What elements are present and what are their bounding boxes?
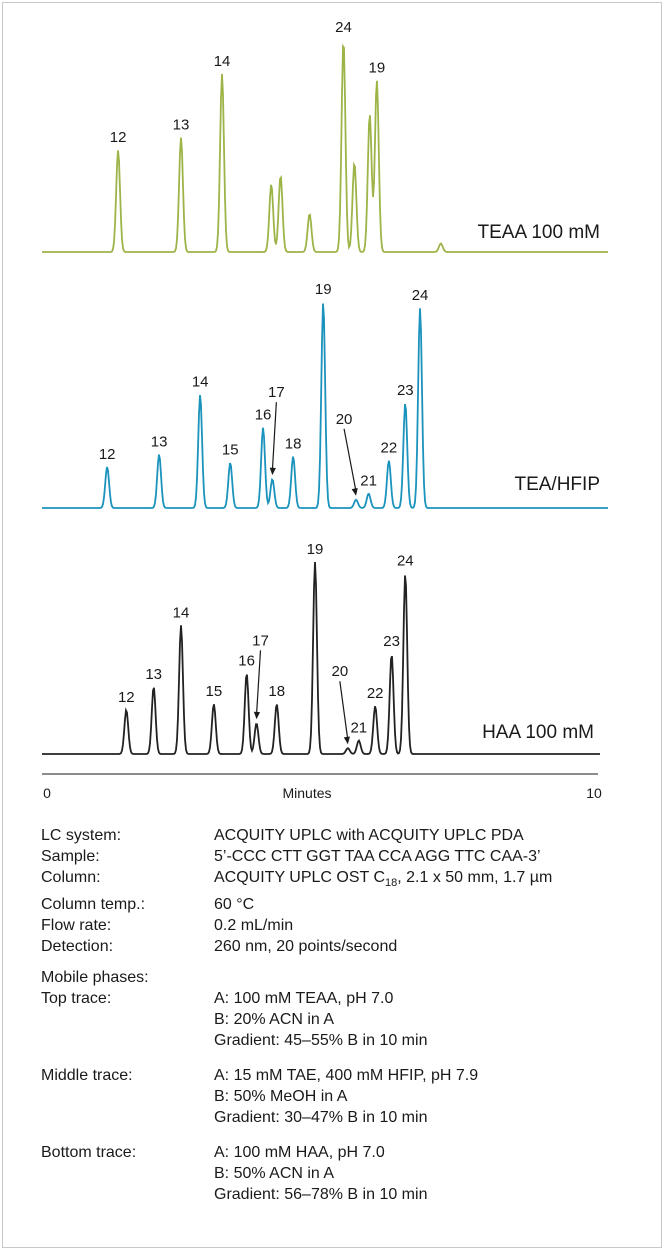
- x-tick-label-0: 0: [43, 785, 51, 801]
- trace-name-label: TEAA 100 mM: [477, 222, 600, 243]
- peak-label-12: 12: [117, 688, 135, 706]
- trace-values: [214, 1065, 641, 1128]
- condition-row-lc-system: [41, 825, 641, 846]
- peak-label-14: 14: [213, 52, 231, 70]
- peak-label-15: 15: [205, 683, 223, 701]
- condition-label: Column temp.:: [41, 896, 146, 914]
- trace-line: A: 100 mM TEAA, pH 7.0: [214, 990, 394, 1008]
- trace-line: Gradient: 56–78% B in 10 min: [214, 1186, 428, 1204]
- peak-label-23: 23: [396, 381, 414, 399]
- trace-line: Gradient: 45–55% B in 10 min: [214, 1032, 428, 1050]
- peak-label-20: 20: [335, 410, 353, 428]
- trace-line: B: 50% MeOH in A: [214, 1088, 348, 1106]
- trace-name-label: HAA 100 mM: [482, 722, 594, 743]
- peak-arrow-line: [340, 681, 348, 740]
- peak-label-17: 17: [252, 632, 269, 650]
- condition-row-column-temp: [41, 894, 641, 915]
- peak-label-17: 17: [268, 384, 285, 402]
- peak-label-14: 14: [172, 604, 190, 622]
- condition-label: Sample:: [41, 848, 100, 865]
- peak-arrow-head: [344, 737, 350, 745]
- peak-label-20: 20: [331, 663, 349, 681]
- condition-label: LC system:: [41, 827, 122, 844]
- peak-label-18: 18: [284, 435, 302, 453]
- trace-values: [214, 988, 641, 1051]
- x-tick-label-10: 10: [586, 785, 602, 801]
- trace-name-label: TEA/HFIP: [514, 474, 600, 495]
- peak-label-14: 14: [191, 373, 209, 391]
- trace-line: A: 15 mM TAE, 400 mM HFIP, pH 7.9: [214, 1067, 479, 1085]
- trace-label: Bottom trace:: [41, 1144, 137, 1162]
- trace-line: B: 20% ACN in A: [214, 1011, 335, 1029]
- peak-arrow-head: [254, 712, 260, 720]
- peak-label-15: 15: [221, 441, 239, 459]
- trace-line: B: 50% ACN in A: [214, 1165, 335, 1183]
- peak-arrow-line: [257, 650, 261, 715]
- peak-label-21: 21: [350, 719, 368, 737]
- peak-label-16: 16: [254, 406, 272, 424]
- peak-label-16: 16: [238, 652, 255, 670]
- peak-label-19: 19: [368, 59, 386, 77]
- column-dimensions: , 2.1 x 50 mm, 1.7 µm: [397, 869, 553, 886]
- trace-label: Middle trace:: [41, 1067, 133, 1085]
- peak-label-22: 22: [380, 439, 398, 457]
- conditions-panel: [41, 825, 641, 1205]
- condition-row-sample: [41, 846, 641, 867]
- mobile-phases-heading: [41, 967, 641, 988]
- peak-label-13: 13: [145, 665, 163, 683]
- peak-arrow-line: [272, 402, 276, 471]
- column-name: ACQUITY UPLC OST C: [214, 869, 385, 886]
- peak-label-12: 12: [98, 445, 116, 463]
- trace-values: [214, 1142, 641, 1205]
- peak-label-21: 21: [360, 472, 377, 490]
- peak-label-13: 13: [150, 433, 168, 451]
- condition-value: ACQUITY UPLC with ACQUITY UPLC PDA: [214, 827, 524, 844]
- bottom-trace-conditions: [41, 1142, 641, 1205]
- condition-value: 260 nm, 20 points/second: [214, 938, 398, 956]
- condition-value: 5’-CCC CTT GGT TAA CCA AGG TTC CAA-3’: [214, 848, 541, 865]
- condition-label: Column:: [41, 869, 101, 886]
- condition-row-column: [41, 867, 641, 894]
- peak-label-23: 23: [383, 633, 400, 651]
- condition-label: Detection:: [41, 938, 114, 956]
- trace-label: Top trace:: [41, 990, 112, 1008]
- peak-label-19: 19: [306, 541, 324, 558]
- condition-label: Flow rate:: [41, 917, 112, 935]
- peak-label-12: 12: [109, 129, 127, 147]
- peak-arrow-line: [344, 429, 356, 492]
- middle-trace-conditions: [41, 1065, 641, 1128]
- condition-row-detection: [41, 936, 641, 957]
- condition-value: 0.2 mL/min: [214, 917, 294, 935]
- x-axis-label: Minutes: [282, 785, 332, 801]
- peak-label-18: 18: [268, 683, 286, 701]
- peak-label-19: 19: [314, 281, 332, 298]
- peak-arrow-head: [352, 488, 358, 496]
- condition-value: 60 °C: [214, 896, 255, 914]
- peak-label-24: 24: [335, 19, 352, 36]
- condition-row-flow-rate: [41, 915, 641, 936]
- peak-arrow-head: [270, 468, 276, 476]
- top-trace-conditions: [41, 988, 641, 1051]
- condition-value: [214, 867, 641, 894]
- peak-label-24: 24: [396, 552, 414, 570]
- peak-label-22: 22: [366, 685, 384, 702]
- column-subscript: 18: [385, 877, 398, 890]
- mobile-phases-label: Mobile phases:: [41, 969, 149, 987]
- trace-line: A: 100 mM HAA, pH 7.0: [214, 1144, 385, 1162]
- peak-label-13: 13: [172, 116, 190, 134]
- trace-line: Gradient: 30–47% B in 10 min: [214, 1109, 428, 1127]
- peak-label-24: 24: [411, 287, 429, 305]
